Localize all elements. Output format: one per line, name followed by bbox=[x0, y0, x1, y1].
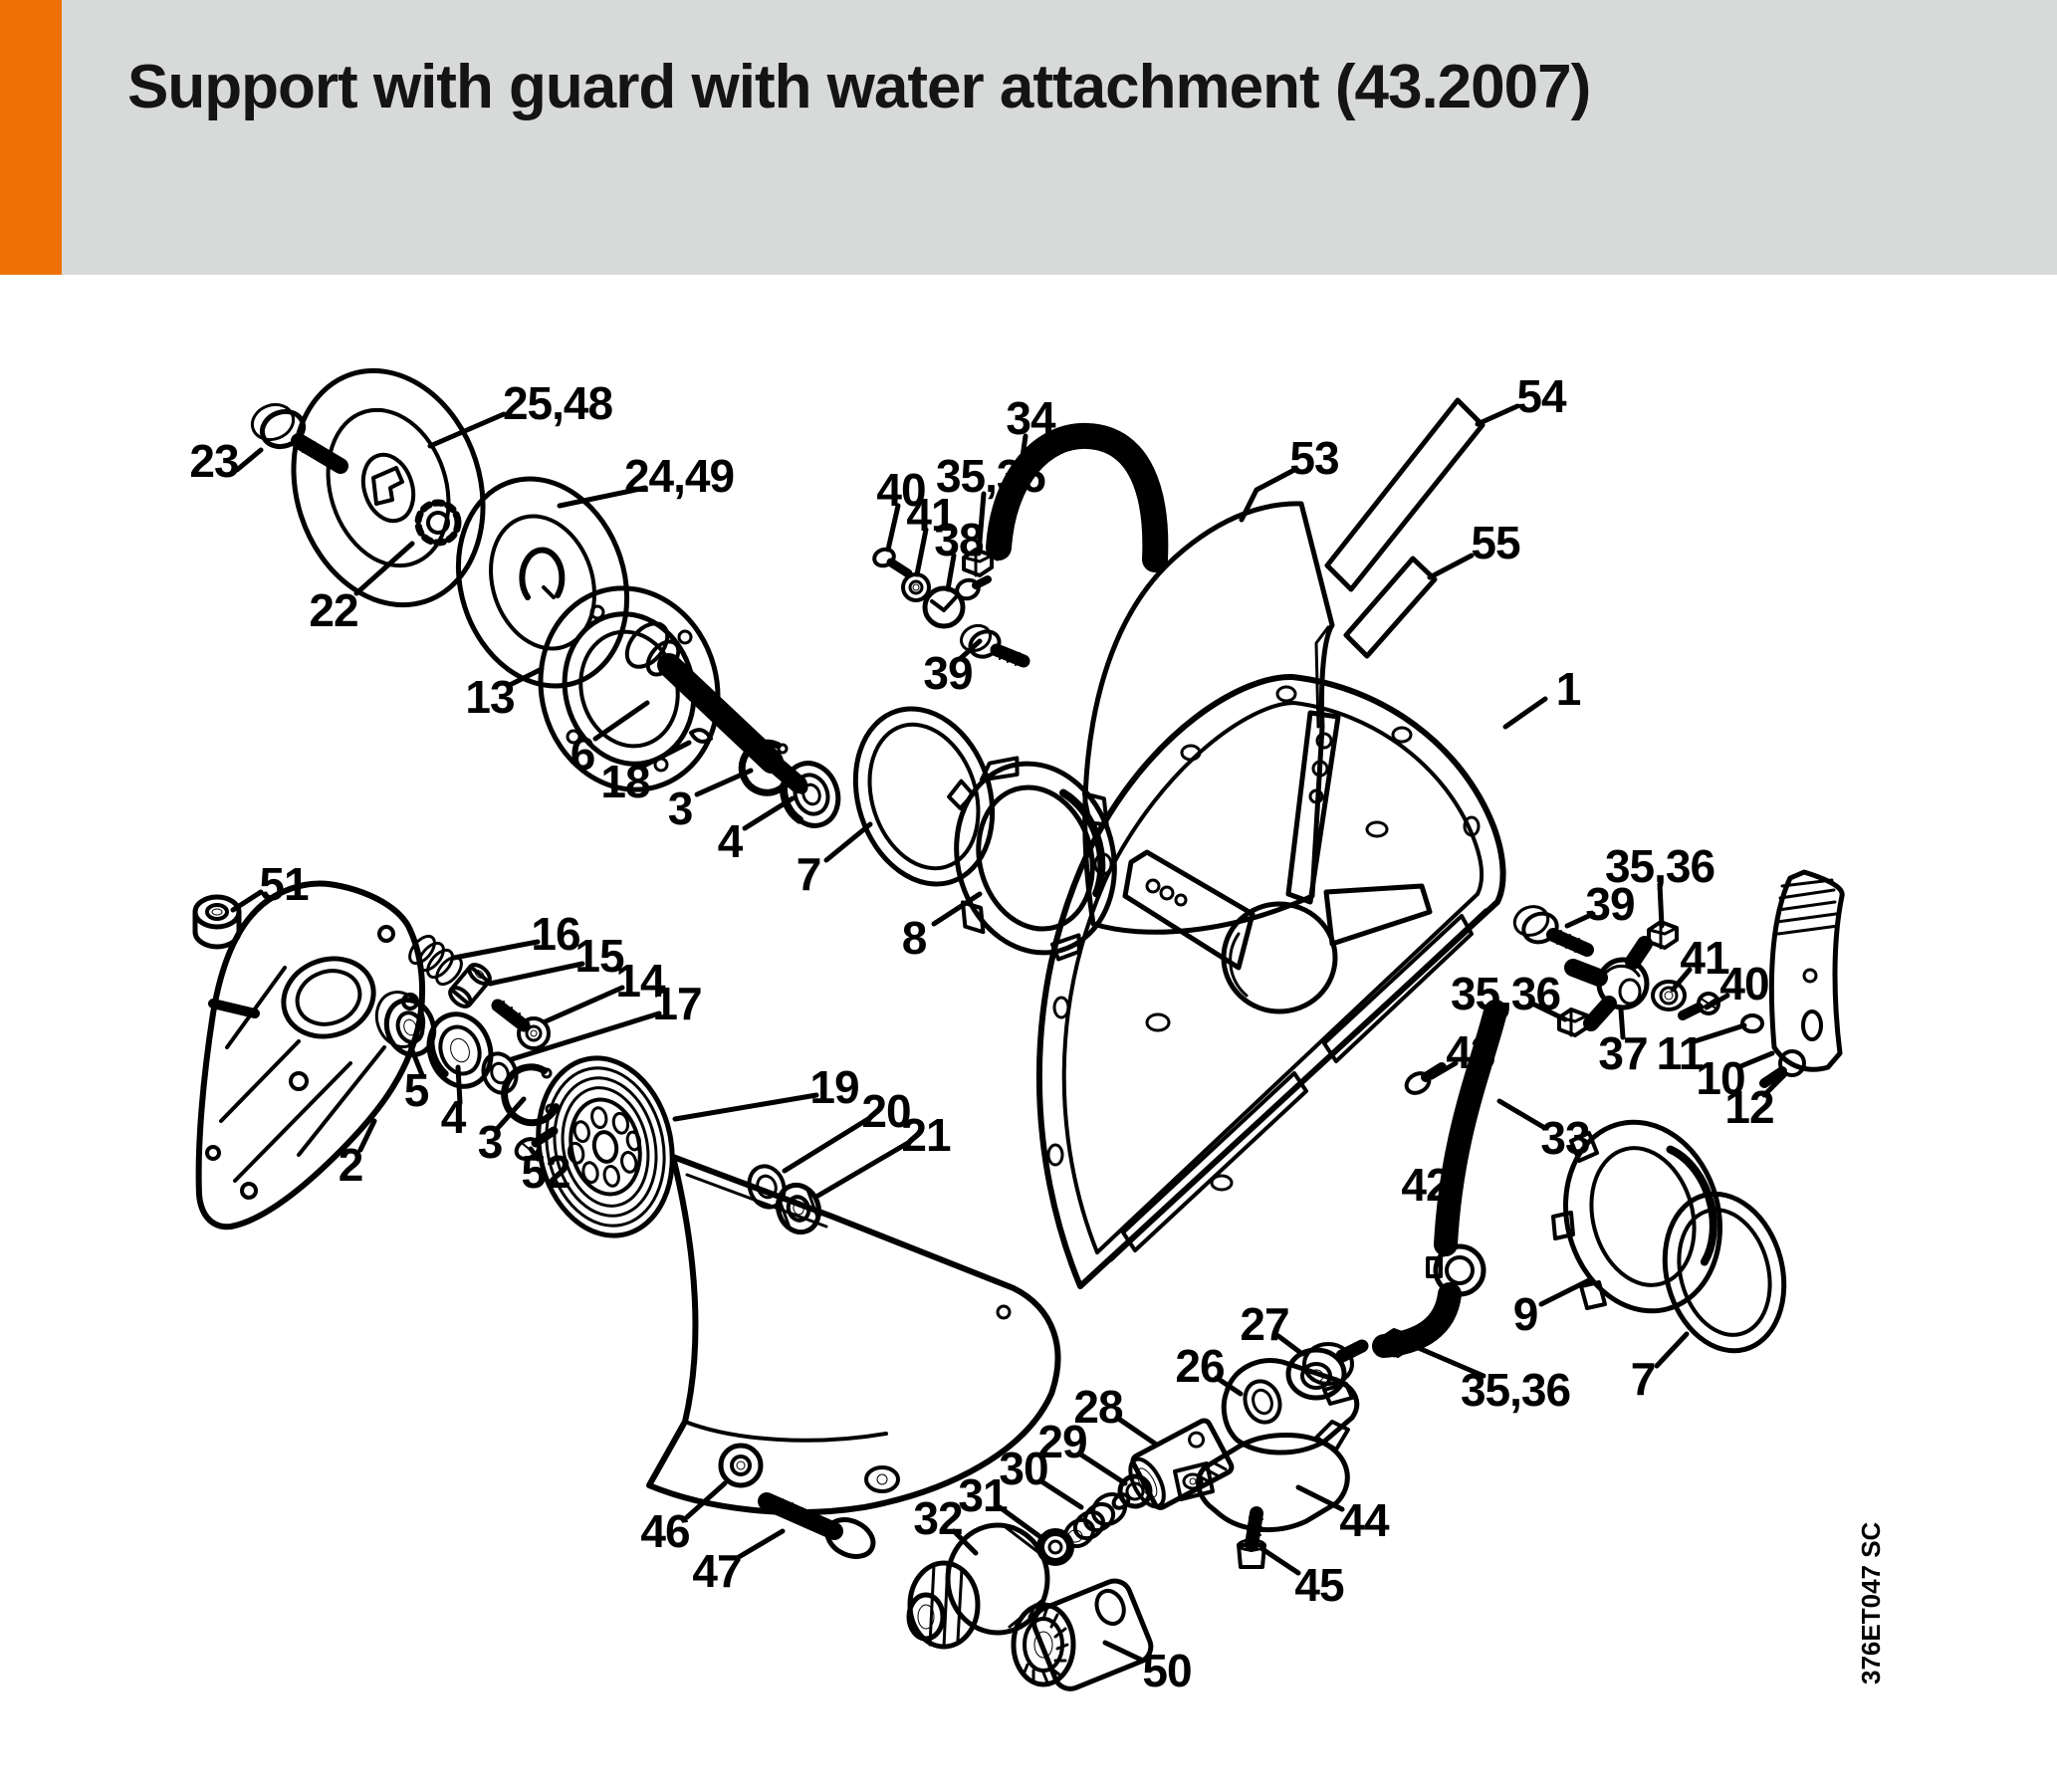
part-number-label: 13 bbox=[465, 671, 515, 723]
part-number-label: 35,36 bbox=[1604, 840, 1715, 892]
part-number-label: 54 bbox=[1516, 370, 1566, 422]
leader-line bbox=[675, 1095, 816, 1119]
page-title: Support with guard with water attachment (43.2007) bbox=[127, 53, 1591, 121]
part-number-label: 3 bbox=[667, 783, 693, 834]
leader-line bbox=[785, 1119, 868, 1171]
part-number-label: 39 bbox=[923, 647, 973, 699]
part-number-label: 28 bbox=[1073, 1381, 1123, 1433]
part-nut-35-36-right-mid bbox=[1559, 1009, 1587, 1035]
leader-line bbox=[454, 942, 538, 958]
part-screw-43 bbox=[1403, 1067, 1442, 1097]
part-number-label: 40 bbox=[876, 464, 926, 516]
part-number-label: 20 bbox=[861, 1085, 911, 1137]
part-number-label: 38 bbox=[934, 514, 984, 565]
part-number-label: 23 bbox=[189, 435, 239, 487]
part-deflector-sheet bbox=[1085, 504, 1332, 932]
leader-line bbox=[1657, 1334, 1687, 1366]
part-number-label: 10 bbox=[1696, 1052, 1745, 1104]
part-hex-bolt-39-right bbox=[1510, 902, 1587, 952]
part-number-label: 15 bbox=[574, 930, 624, 982]
part-number-label: 16 bbox=[531, 908, 580, 960]
part-number-label: 55 bbox=[1471, 517, 1520, 568]
part-number-label: 26 bbox=[1175, 1340, 1225, 1392]
part-number-label: 18 bbox=[600, 756, 650, 807]
part-number-label: 9 bbox=[1512, 1288, 1538, 1340]
part-number-label: 35,36 bbox=[1460, 1364, 1571, 1416]
part-number-label: 52 bbox=[521, 1146, 571, 1198]
part-number-label: 31 bbox=[958, 1469, 1008, 1521]
part-socket-screw-14 bbox=[498, 1002, 549, 1048]
part-number-label: 7 bbox=[796, 848, 821, 900]
part-number-label: 33 bbox=[1540, 1112, 1590, 1164]
part-number-label: 41 bbox=[906, 489, 956, 541]
part-number-label: 29 bbox=[1037, 1416, 1087, 1467]
leader-line bbox=[1430, 556, 1472, 577]
part-number-label: 11 bbox=[1656, 1027, 1704, 1079]
part-number-label: 35,36 bbox=[1450, 968, 1561, 1019]
part-number-label: 5 bbox=[403, 1064, 429, 1116]
part-number-label: 6 bbox=[570, 728, 595, 780]
part-information-label-small bbox=[1346, 559, 1435, 656]
part-number-label: 44 bbox=[1339, 1494, 1389, 1546]
part-number-label: 2 bbox=[338, 1139, 363, 1191]
part-number-label: 43 bbox=[1446, 1026, 1495, 1078]
part-number-label: 47 bbox=[692, 1545, 742, 1597]
part-number-label: 30 bbox=[999, 1443, 1048, 1494]
part-number-label: 51 bbox=[259, 858, 309, 910]
leader-line bbox=[237, 450, 261, 470]
part-nut-41-right bbox=[1653, 982, 1685, 1009]
part-number-label: 37 bbox=[1598, 1027, 1648, 1079]
part-number-label: 4 bbox=[717, 815, 743, 867]
part-number-label: 42 bbox=[1401, 1159, 1451, 1211]
part-number-label: 19 bbox=[809, 1061, 859, 1113]
part-number-label: 32 bbox=[913, 1492, 963, 1544]
part-number-label: 50 bbox=[1142, 1645, 1192, 1696]
part-support-plate-2 bbox=[199, 884, 422, 1228]
part-o-ring-7-left bbox=[833, 691, 1014, 902]
part-tap-screw-38 bbox=[925, 577, 988, 626]
leader-line bbox=[1117, 1418, 1155, 1444]
leader-line bbox=[739, 1531, 783, 1557]
leader-line bbox=[546, 988, 622, 1021]
part-number-label: 53 bbox=[1289, 432, 1339, 484]
part-number-label: 7 bbox=[1630, 1353, 1656, 1405]
leader-line bbox=[1105, 1643, 1143, 1661]
part-number-label: 39 bbox=[1585, 878, 1635, 930]
part-number-label: 17 bbox=[652, 978, 702, 1029]
part-number-label: 25,48 bbox=[502, 377, 613, 429]
leader-line bbox=[1298, 1487, 1342, 1509]
part-number-label: 21 bbox=[901, 1109, 951, 1161]
leader-line bbox=[816, 1143, 908, 1197]
leader-line bbox=[745, 798, 793, 828]
part-washer-disc-25-48 bbox=[264, 345, 512, 629]
part-number-label: 41 bbox=[1680, 932, 1729, 984]
part-number-label: 12 bbox=[1724, 1081, 1774, 1133]
part-nut-41-top bbox=[903, 574, 929, 600]
part-key-18 bbox=[691, 730, 711, 742]
part-o-ring-7-right bbox=[1648, 1181, 1800, 1365]
part-number-label: 4 bbox=[440, 1091, 466, 1143]
document-code: 376ET047 SC bbox=[1856, 1521, 1886, 1684]
part-number-label: 3 bbox=[477, 1116, 503, 1168]
leader-line bbox=[1262, 1549, 1298, 1573]
part-number-label: 22 bbox=[309, 584, 358, 636]
part-hose-connector-50 bbox=[1014, 1576, 1156, 1693]
part-number-label: 24,49 bbox=[623, 450, 735, 502]
part-number-label: 34 bbox=[1006, 392, 1055, 444]
part-number-label: 1 bbox=[1555, 663, 1581, 715]
part-number-label: 46 bbox=[640, 1505, 690, 1557]
part-number-label: 45 bbox=[1294, 1559, 1344, 1611]
part-number-label: 35,36 bbox=[935, 450, 1046, 502]
leader-line bbox=[1499, 1101, 1543, 1127]
part-number-label: 27 bbox=[1240, 1298, 1289, 1350]
leader-line bbox=[1505, 699, 1545, 727]
part-belt-cover-46 bbox=[649, 1157, 1057, 1512]
part-number-label: 8 bbox=[901, 912, 927, 964]
leader-line bbox=[595, 703, 647, 739]
leader-line bbox=[490, 964, 582, 984]
leader-line bbox=[826, 824, 870, 860]
part-grip-10 bbox=[1771, 872, 1842, 1069]
part-number-label: 40 bbox=[1719, 958, 1769, 1009]
leader-line bbox=[1478, 406, 1517, 424]
part-number-label: 14 bbox=[615, 955, 665, 1007]
part-lock-washer-22 bbox=[418, 503, 458, 543]
part-sleeve-15 bbox=[447, 961, 494, 1009]
part-screw-45 bbox=[1239, 1513, 1264, 1567]
